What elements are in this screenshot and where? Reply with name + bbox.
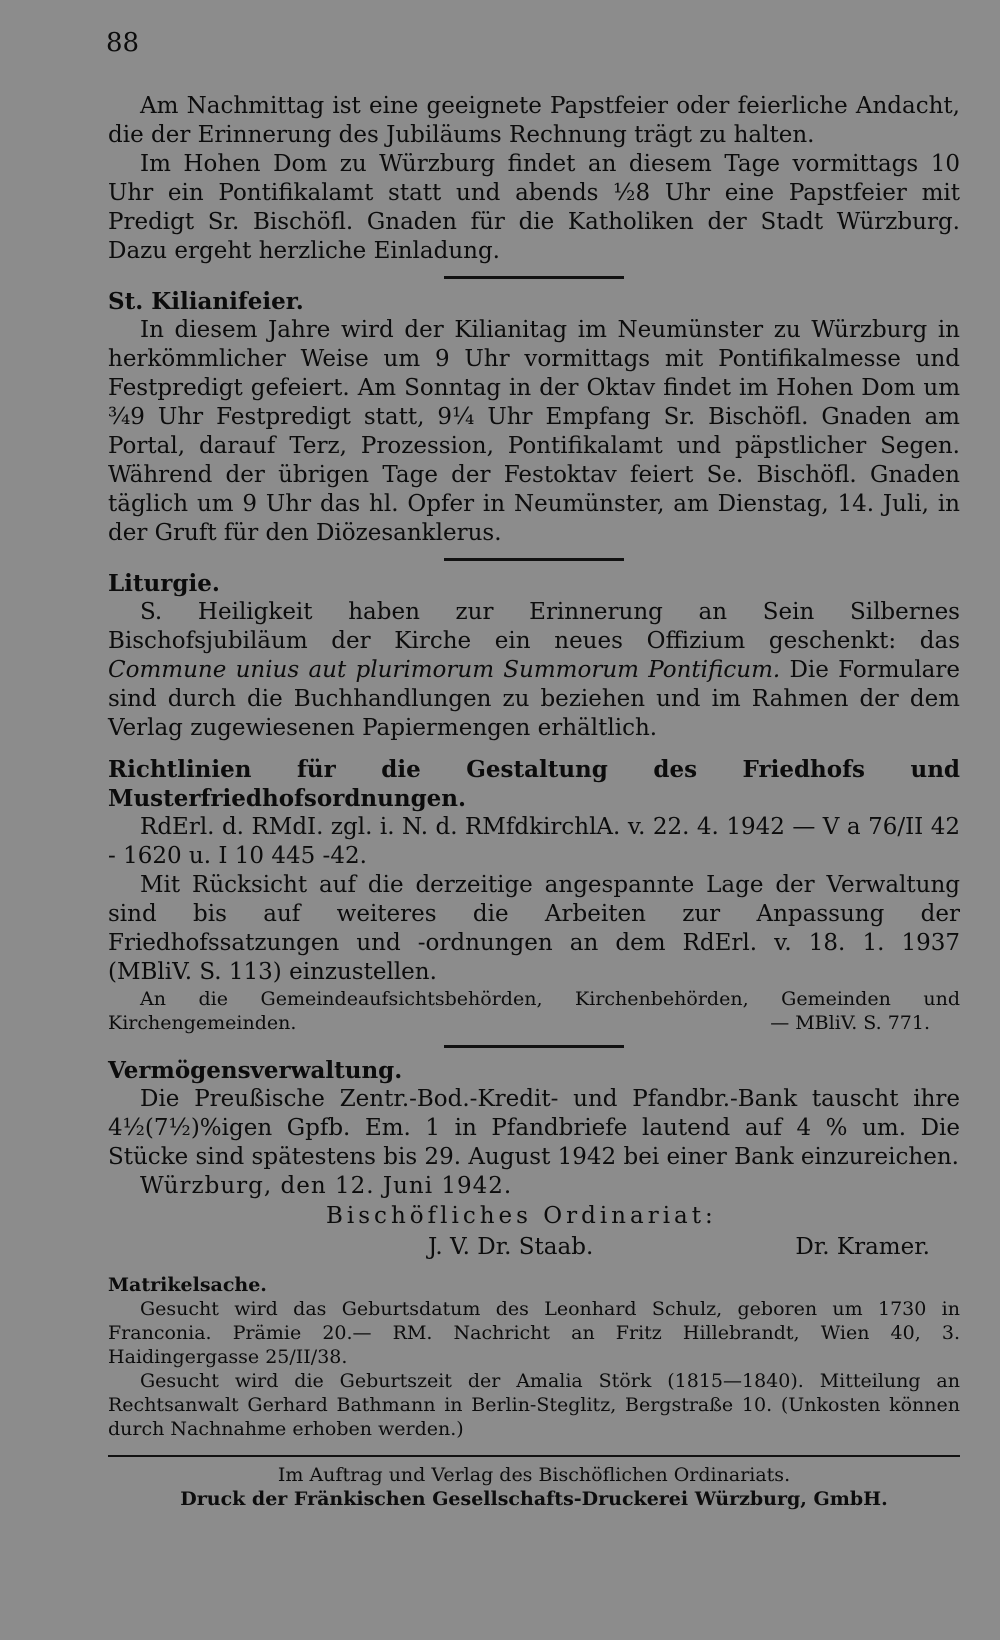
richtlinien-reference: RdErl. d. RMdI. zgl. i. N. d. RMfdkirchlA. v. 22. 4. 1942 — V a 76/II 42 - 1620 u. I 10 445 -42. bbox=[108, 814, 960, 869]
signature-place-date: Würzburg, den 12. Juni 1942. bbox=[140, 1173, 513, 1199]
main-column bbox=[108, 92, 960, 1511]
footer bbox=[108, 1463, 960, 1511]
footer-divider bbox=[108, 1455, 960, 1457]
page-number: 88 bbox=[106, 28, 140, 58]
richtlinien-addressees: An die Gemeindeaufsichtsbehörden, Kirchenbehörden, Gemeinden und Kirchengemeinden. bbox=[108, 988, 960, 1034]
section-divider bbox=[444, 276, 624, 279]
liturgie-text-a: S. Heiligkeit haben zur Erinnerung an Sein Silbernes Bischofsjubiläum der Kirche ein neues Offizium geschenkt: das bbox=[108, 599, 960, 654]
section-divider bbox=[444, 1045, 624, 1048]
liturgie-heading: Liturgie. bbox=[108, 570, 220, 597]
section-divider bbox=[444, 558, 624, 561]
liturgie-text-italic: Commune unius aut plurimorum Summorum Pontificum. bbox=[108, 657, 781, 683]
liturgie-text bbox=[108, 598, 960, 743]
signature-names bbox=[108, 1231, 960, 1263]
signature-right: Dr. Kramer. bbox=[795, 1234, 930, 1260]
footer-line-1: Im Auftrag und Verlag des Bischöflichen Ordinariats. bbox=[277, 1464, 791, 1486]
richtlinien-heading: Richtlinien für die Gestaltung des Friedhofs und Musterfriedhofsordnungen. bbox=[108, 756, 960, 812]
liturgie-text-b: Die Formulare sind durch die Buchhandlungen zu beziehen und im Rahmen der dem Verlag zugewiesenen Papiermengen erhältlich. bbox=[108, 657, 960, 741]
matrikel-paragraph-1: Gesucht wird das Geburtsdatum des Leonhard Schulz, geboren um 1730 in Franconia. Prämie 20.— RM. Nachricht an Fritz Hillebrandt, Wien 40, 3. Haidingergasse 25/II/38. bbox=[108, 1298, 960, 1368]
footer-line-2: Druck der Fränkischen Gesellschafts-Druckerei Würzburg, GmbH. bbox=[180, 1488, 888, 1510]
matrikel-paragraph-2: Gesucht wird die Geburtszeit der Amalia Störk (1815—1840). Mitteilung an Rechtsanwalt Gerhard Bathmann in Berlin-Steglitz, Bergstraße 10. (Unkosten können durch Nachnahme erhoben werden.) bbox=[108, 1370, 960, 1440]
intro-paragraph-2: Im Hohen Dom zu Würzburg findet an diesem Tage vormittags 10 Uhr ein Pontifikalamt statt und abends ½8 Uhr eine Papstfeier mit Predigt Sr. Bischöfl. Gnaden für die Katholiken der Stadt Würzburg. Dazu ergeht herzliche Einladung. bbox=[108, 151, 960, 264]
vermoegen-heading: Vermögensverwaltung. bbox=[108, 1057, 403, 1084]
richtlinien-source: — MBliV. S. 771. bbox=[770, 1012, 930, 1034]
signature-left: J. V. Dr. Staab. bbox=[428, 1234, 594, 1260]
intro-paragraph-1: Am Nachmittag ist eine geeignete Papstfeier oder feierliche Andacht, die der Erinnerung des Jubiläums Rechnung trägt zu halten. bbox=[108, 93, 960, 148]
kilian-text: In diesem Jahre wird der Kilianitag im Neumünster zu Würzburg in herkömmlicher Weise um 9 Uhr vormittags mit Pontifikalmesse und Festpredigt gefeiert. Am Sonntag in der Oktav findet im Hohen Dom um ¾9 Uhr Festpredigt statt, 9¼ Uhr Empfang Sr. Bischöfl. Gnaden am Portal, darauf Terz, Prozession, Pontifikalamt und päpstlicher Segen. Während der übrigen Tage der Festoktav feiert Se. Bischöfl. Gnaden täglich um 9 Uhr das hl. Opfer in Neumünster, am Dienstag, 14. Juli, in der Gruft für den Diözesanklerus. bbox=[108, 317, 960, 546]
vermoegen-text: Die Preußische Zentr.-Bod.-Kredit- und Pfandbr.-Bank tauscht ihre 4½(7½)%igen Gpfb. Em. 1 in Pfandbriefe lautend auf 4 % um. Die Stücke sind spätestens bis 29. August 1942 bei einer Bank einzureichen. bbox=[108, 1086, 960, 1170]
richtlinien-text: Mit Rücksicht auf die derzeitige angespannte Lage der Verwaltung sind bis auf weiteres die Arbeiten zur Anpassung der Friedhofssatzungen und -ordnungen an dem RdErl. v. 18. 1. 1937 (MBliV. S. 113) einzustellen. bbox=[108, 872, 960, 985]
kilian-heading: St. Kilianifeier. bbox=[108, 288, 304, 315]
matrikel-heading: Matrikelsache. bbox=[108, 1274, 267, 1296]
signature-office: Bischöfliches Ordinariat: bbox=[326, 1203, 717, 1229]
